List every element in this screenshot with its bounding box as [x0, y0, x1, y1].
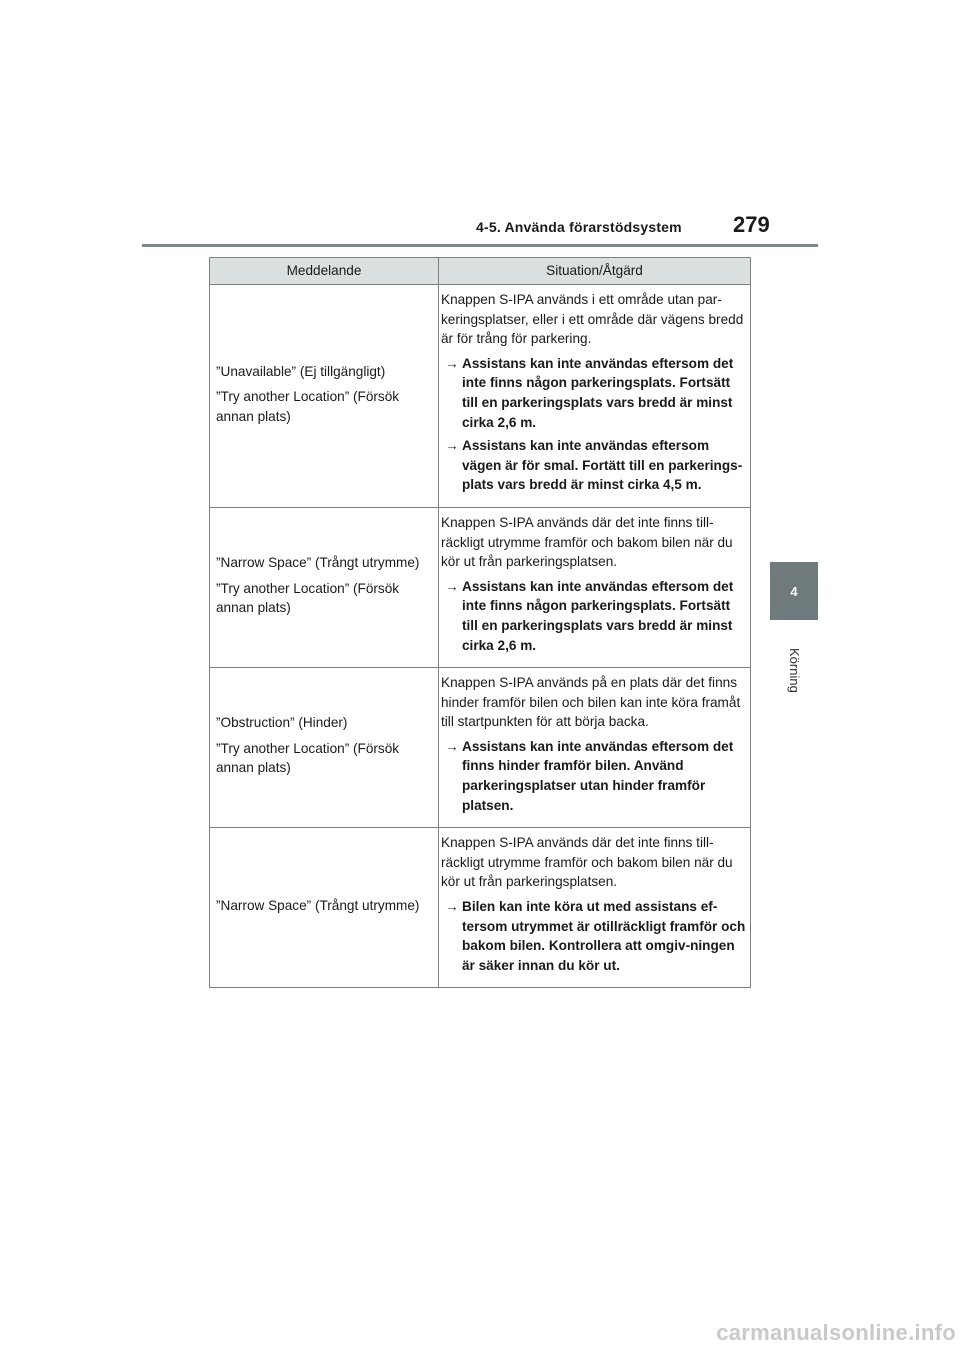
message-cell	[210, 285, 439, 508]
column-header-message: Meddelande	[210, 258, 439, 285]
table-row	[210, 828, 751, 988]
arrow-icon: →	[445, 578, 459, 594]
message-text: ”Try another Location” (Försök annan plats)	[216, 580, 400, 616]
table-row	[210, 668, 751, 828]
situation-description: Knappen S-IPA används på en plats där det finns hinder framför bilen och bilen kan inte köra framåt till startpunkten för att börja backa.	[441, 675, 741, 730]
table-header-row	[210, 258, 751, 285]
arrow-icon: →	[445, 355, 459, 371]
message-cell	[210, 507, 439, 667]
watermark-logo[interactable]: carmanualsonline.info	[716, 1320, 956, 1345]
chapter-tab	[770, 562, 818, 620]
situation-description: Knappen S-IPA används i ett område utan par-keringsplatser, eller i ett område där vägens bredd är för trång för parkering.	[441, 292, 744, 347]
message-cell	[210, 828, 439, 988]
message-text: ”Try another Location” (Försök annan plats)	[216, 740, 400, 776]
chapter-number: 4	[790, 583, 798, 599]
situation-cell	[439, 507, 751, 667]
message-text: ”Unavailable” (Ej tillgängligt)	[216, 363, 386, 379]
arrow-icon: →	[445, 738, 459, 754]
situation-description: Knappen S-IPA används där det inte finns till-räckligt utrymme framför och bakom bilen när du kör ut från parkeringsplatsen.	[441, 835, 733, 890]
action-item	[441, 577, 747, 655]
message-text: ”Narrow Space” (Trångt utrymme)	[216, 555, 420, 571]
action-text: Assistans kan inte användas eftersom vägen är för smal. Fortätt till en parkerings-plats vars bredd är minst cirka 4,5 m.	[462, 438, 743, 493]
arrow-icon: →	[445, 899, 459, 915]
chapter-label: Körning	[787, 648, 802, 693]
situation-cell	[439, 828, 751, 988]
table-row	[210, 285, 751, 508]
column-header-situation: Situation/Åtgärd	[439, 258, 751, 285]
situation-description: Knappen S-IPA används där det inte finns till-räckligt utrymme framför och bakom bilen när du kör ut från parkeringsplatsen.	[441, 514, 733, 570]
action-text: Bilen kan inte köra ut med assistans ef-tersom utrymmet är otillräckligt framför och bakom bilen. Kontrollera att omgiv-ningen är säker innan du kör ut.	[462, 899, 746, 973]
action-item	[441, 354, 747, 432]
message-text: ”Obstruction” (Hinder)	[216, 715, 348, 731]
message-cell	[210, 668, 439, 828]
action-item	[441, 737, 747, 815]
situation-cell	[439, 668, 751, 828]
message-table	[209, 257, 751, 988]
header-divider	[142, 244, 818, 247]
action-text: Assistans kan inte användas eftersom det finns hinder framför bilen. Använd parkeringsplatser utan hinder framför platsen.	[462, 738, 734, 813]
action-item	[441, 436, 747, 495]
action-text: Assistans kan inte användas eftersom det inte finns någon parkeringsplats. Fortsätt till en parkeringsplats vars bredd är minst cirka 2,6 m.	[462, 578, 734, 653]
table-row	[210, 507, 751, 667]
action-text: Assistans kan inte användas eftersom det inte finns någon parkeringsplats. Fortsätt till en parkeringsplats vars bredd är minst cirka 2,6 m.	[462, 355, 734, 430]
message-text: ”Narrow Space” (Trångt utrymme)	[216, 898, 420, 914]
page-number: 279	[733, 212, 770, 237]
arrow-icon: →	[445, 438, 459, 454]
message-text: ”Try another Location” (Försök annan plats)	[216, 389, 400, 424]
action-item	[441, 897, 747, 975]
situation-cell	[439, 285, 751, 508]
section-title: 4-5. Använda förarstödsystem	[476, 219, 682, 235]
